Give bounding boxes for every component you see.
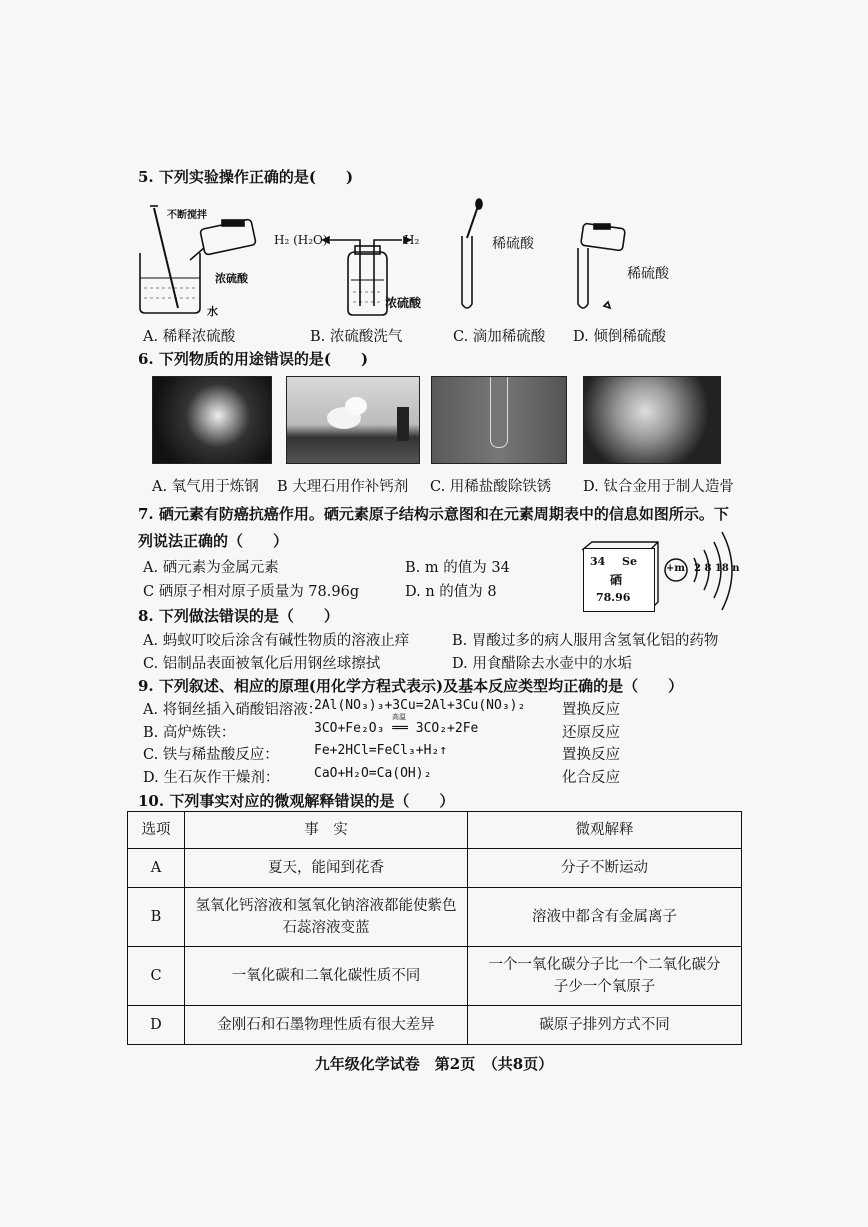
label-h2-out: H₂ xyxy=(404,233,420,247)
element-mass: 78.96 xyxy=(596,591,631,604)
q8-option-c: C. 铝制品表面被氧化后用钢丝球擦拭 xyxy=(143,656,381,672)
q10-table xyxy=(127,811,742,1045)
table-row xyxy=(128,888,742,947)
q8-option-d: D. 用食醋除去水壶中的水垢 xyxy=(452,656,632,672)
atom-structure-diagram xyxy=(660,530,740,620)
question-8-stem: 8. 下列做法错误的是（ ） xyxy=(138,607,339,625)
header-fact: 事 实 xyxy=(185,812,468,849)
q8-option-a: A. 蚂蚁叮咬后涂含有碱性物质的溶液止痒 xyxy=(143,633,410,649)
atom-nucleus-label: +m xyxy=(666,563,685,574)
row-d-fact: 金刚石和石墨物理性质有很大差异 xyxy=(185,1006,468,1045)
q9-d-desc: D. 生石灰作干燥剂： xyxy=(143,770,280,786)
q6-option-d: D. 钛合金用于制人造骨 xyxy=(583,479,734,495)
q9-b-condition: 高温 xyxy=(392,713,406,721)
row-d-explanation: 碳原子排列方式不同 xyxy=(468,1006,742,1045)
row-a-fact: 夏天，能闻到花香 xyxy=(185,849,468,888)
atom-shell-counts: 2 8 18 n xyxy=(694,563,740,574)
question-6-stem: 6. 下列物质的用途错误的是( ) xyxy=(138,350,369,368)
label-dilute-d: 稀硫酸 xyxy=(627,266,669,282)
row-b-explanation: 溶液中都含有金属离子 xyxy=(468,888,742,947)
q7-option-a: A. 硒元素为金属元素 xyxy=(143,560,279,576)
photo-titanium-bone xyxy=(583,376,721,464)
q7-option-d: D. n 的值为 8 xyxy=(405,584,497,600)
table-header-row xyxy=(128,812,742,849)
row-b-option: B xyxy=(128,888,185,947)
row-d-option: D xyxy=(128,1006,185,1045)
q9-a-desc: A. 将铜丝插入硝酸铝溶液： xyxy=(143,702,323,718)
figure-a-dilution xyxy=(140,206,256,313)
q9-a-type: 置换反应 xyxy=(562,702,620,718)
q9-b-equation: 3CO+Fe₂O₃ ══ 3CO₂+2Fe xyxy=(314,721,479,736)
element-name: 硒 xyxy=(610,573,623,587)
q9-a-equation: 2Al(NO₃)₃+3Cu=2Al+3Cu(NO₃)₂ xyxy=(314,698,526,713)
q9-c-type: 置换反应 xyxy=(562,747,620,763)
element-symbol: Se xyxy=(622,555,637,568)
figure-c-dropping xyxy=(462,199,482,308)
row-a-explanation: 分子不断运动 xyxy=(468,849,742,888)
figure-d-pouring xyxy=(578,223,625,308)
q6-option-b: B 大理石用作补钙剂 xyxy=(277,479,409,495)
q5-option-a: A. 稀释浓硫酸 xyxy=(143,329,236,345)
question-9-stem: 9. 下列叙述、相应的原理(用化学方程式表示)及基本反应类型均正确的是（ ） xyxy=(138,677,684,695)
label-dilute-c: 稀硫酸 xyxy=(492,236,534,252)
row-a-option: A xyxy=(128,849,185,888)
question-7-stem-2: 列说法正确的（ ） xyxy=(138,532,289,550)
photo-steelmaking xyxy=(152,376,272,464)
q9-c-desc: C. 铁与稀盐酸反应： xyxy=(143,747,279,763)
label-stir: 不断搅拌 xyxy=(167,210,207,221)
row-c-explanation: 一个一氧化碳分子比一个二氧化碳分子少一个氧原子 xyxy=(468,947,742,1006)
photo-hcl-rust xyxy=(431,376,567,464)
question-10-stem: 10. 下列事实对应的微观解释错误的是（ ） xyxy=(138,792,455,810)
row-c-fact: 一氧化碳和二氧化碳性质不同 xyxy=(185,947,468,1006)
q6-option-a: A. 氧气用于炼钢 xyxy=(152,479,259,495)
row-c-option: C xyxy=(128,947,185,1006)
label-h2-in: H₂ (H₂O) xyxy=(274,233,328,247)
q7-option-b: B. m 的值为 34 xyxy=(405,560,510,576)
question-5-stem: 5. 下列实验操作正确的是( ) xyxy=(138,168,354,186)
q6-option-c: C. 用稀盐酸除铁锈 xyxy=(430,479,552,495)
header-explanation: 微观解释 xyxy=(468,812,742,849)
q7-option-c: C 硒原子相对原子质量为 78.96g xyxy=(143,584,360,600)
q9-b-desc: B. 高炉炼铁： xyxy=(143,725,236,741)
element-number: 34 xyxy=(590,555,606,568)
page-footer: 九年级化学试卷 第2页 （共8页） xyxy=(314,1055,554,1073)
q5-option-b: B. 浓硫酸洗气 xyxy=(310,329,403,345)
header-option: 选项 xyxy=(128,812,185,849)
photo-marble-calcium xyxy=(286,376,420,464)
label-conc-acid-b: 浓硫酸 xyxy=(385,296,422,310)
q9-c-equation: Fe+2HCl=FeCl₃+H₂↑ xyxy=(314,743,448,758)
table-row xyxy=(128,1006,742,1045)
q5-option-c: C. 滴加稀硫酸 xyxy=(453,329,546,345)
q5-option-d: D. 倾倒稀硫酸 xyxy=(573,329,666,345)
q9-b-type: 还原反应 xyxy=(562,725,620,741)
table-row xyxy=(128,947,742,1006)
row-b-fact: 氢氧化钙溶液和氢氧化钠溶液都能使紫色石蕊溶液变蓝 xyxy=(185,888,468,947)
label-conc-acid-a: 浓硫酸 xyxy=(215,272,248,285)
question-7-stem: 7. 硒元素有防癌抗癌作用。硒元素原子结构示意图和在元素周期表中的信息如图所示。下 xyxy=(138,505,729,523)
q9-d-equation: CaO+H₂O=Ca(OH)₂ xyxy=(314,766,432,781)
table-row xyxy=(128,849,742,888)
element-card-selenium xyxy=(583,548,655,612)
q9-d-type: 化合反应 xyxy=(562,770,620,786)
q8-option-b: B. 胃酸过多的病人服用含氢氧化铝的药物 xyxy=(452,633,719,649)
label-water: 水 xyxy=(207,305,218,318)
